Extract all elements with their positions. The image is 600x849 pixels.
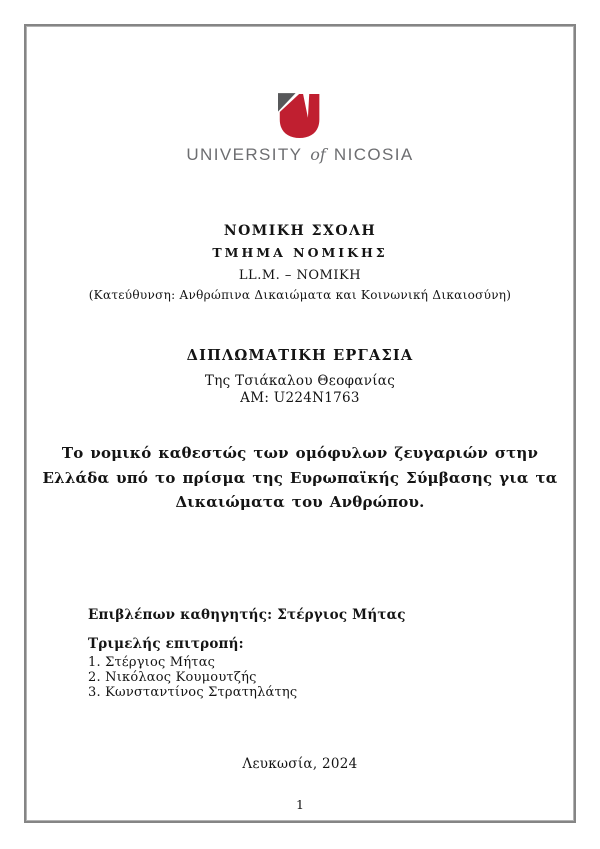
wordmark-of-text: of	[310, 145, 326, 164]
location-year: Λευκωσία, 2024	[242, 756, 358, 772]
page-number: 1	[296, 797, 304, 812]
wordmark-university-text: UNIVERSITY	[186, 145, 303, 164]
university-wordmark	[0, 145, 600, 165]
wordmark-nicosia-text: NICOSIA	[333, 145, 414, 164]
committee-member: 1. Στέργιος Μήτας	[88, 655, 216, 670]
thesis-title-line: Ελλάδα υπό το πρίσμα της Ευρωπαϊκής Σύμβασης για τα	[42, 468, 558, 487]
committee-block	[88, 607, 406, 700]
committee-heading: Τριμελής επιτροπή:	[88, 636, 244, 652]
committee-member: 3. Κωνσταντίνος Στρατηλάτης	[88, 685, 298, 700]
author-name: Της Τσιάκαλου Θεοφανίας	[204, 373, 396, 389]
department-name: ΤΜΗΜΑ ΝΟΜΙΚΗΣ	[212, 245, 388, 260]
university-logo-mark-icon	[278, 93, 322, 139]
thesis-title	[0, 441, 600, 515]
supervisor-line: Επιβλέπων καθηγητής: Στέργιος Μήτας	[88, 607, 406, 623]
thesis-block	[0, 347, 600, 406]
university-logo	[0, 93, 600, 165]
program-name: LL.M. – ΝΟΜΙΚΗ	[238, 268, 362, 283]
school-block	[0, 223, 600, 302]
thesis-type-heading: ΔΙΠΛΩΜΑΤΙΚΗ ΕΡΓΑΣΙΑ	[186, 347, 414, 364]
thesis-title-line: Το νομικό καθεστώς των ομόφυλων ζευγαριών στην	[61, 444, 539, 462]
specialization-line: (Κατεύθυνση: Ανθρώπινα Δικαιώματα και Κοινωνική Δικαιοσύνη)	[88, 288, 512, 302]
thesis-title-line: Δικαιώματα του Ανθρώπου.	[175, 493, 425, 511]
school-name: ΝΟΜΙΚΗ ΣΧΟΛΗ	[223, 223, 377, 239]
student-id: ΑΜ: U224N1763	[240, 390, 360, 406]
committee-member: 2. Νικόλαος Κουμουτζής	[88, 670, 257, 685]
